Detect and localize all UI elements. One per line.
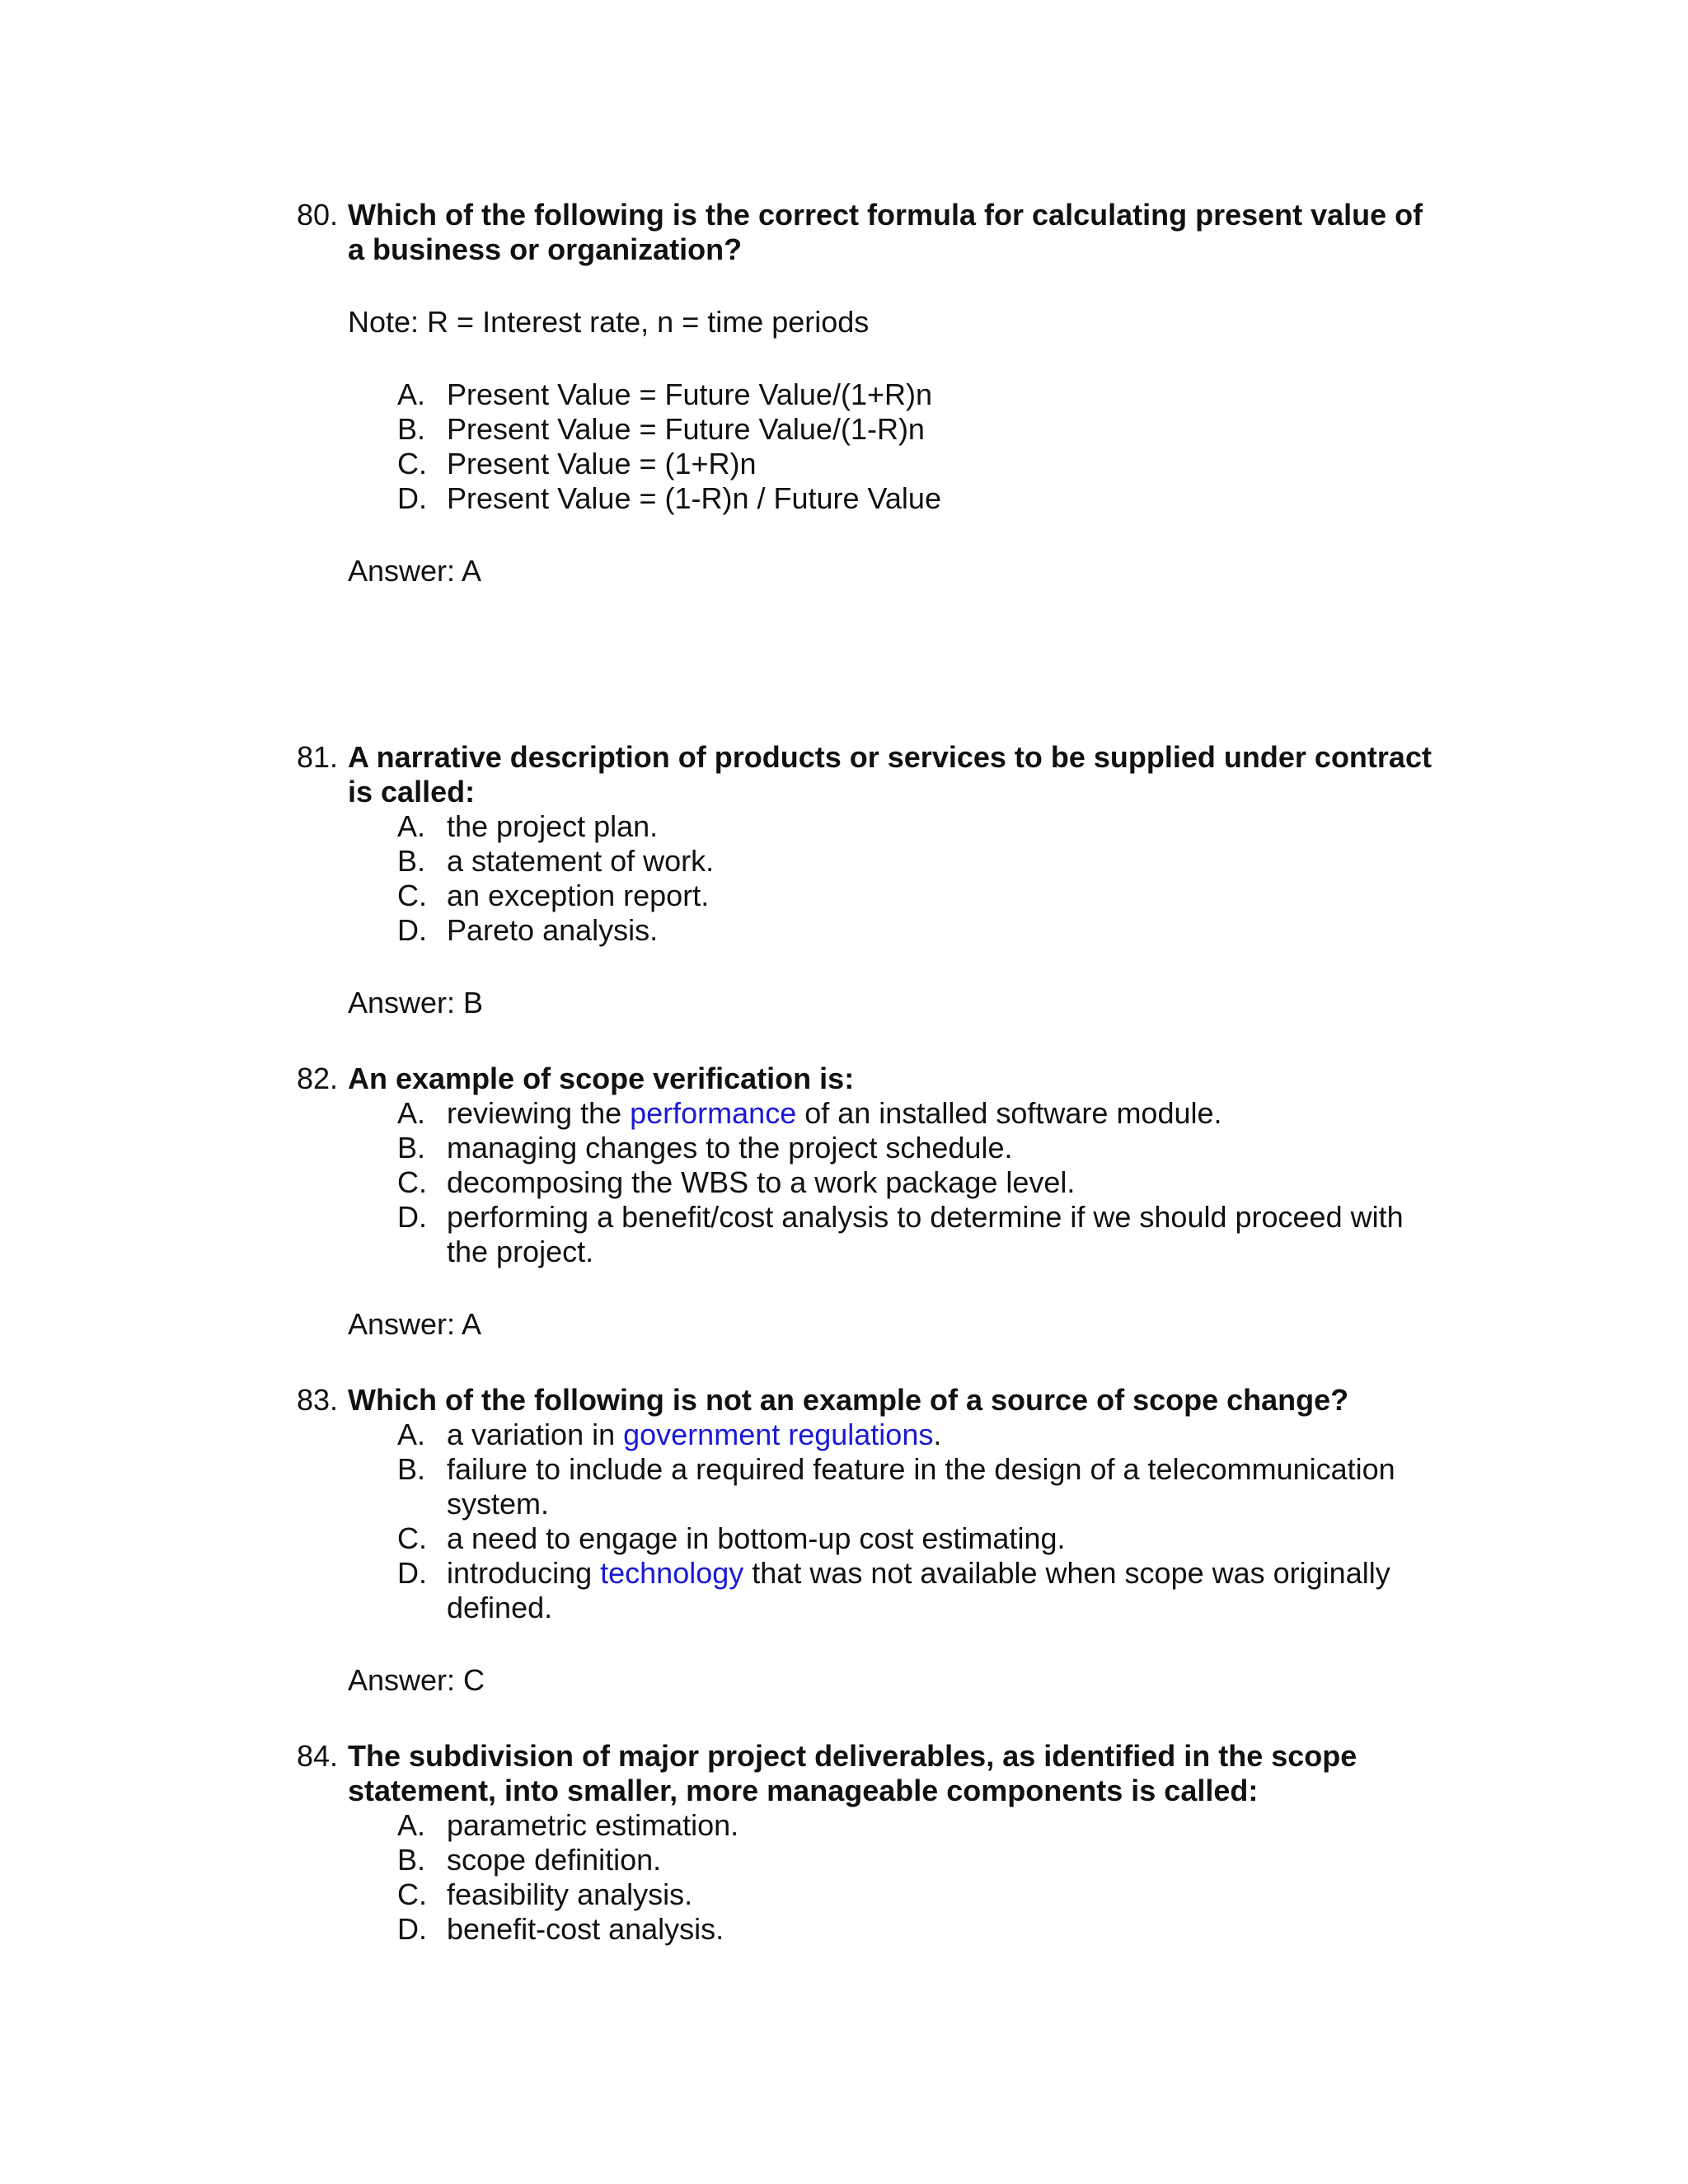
question-header [297,740,1434,809]
option-c [397,1165,1434,1200]
answer-line: Answer: A [348,554,482,588]
question-83 [297,1383,1434,1698]
answer-line: Answer: B [348,986,484,1019]
option-text [447,1556,1434,1625]
option-d [397,913,1434,948]
option-letter: D. [397,1556,427,1590]
question-header [297,1383,1434,1418]
option-b [397,1452,1434,1521]
option-d [397,1200,1434,1269]
option-letter: B. [397,844,426,878]
question-number: 83. [297,1383,339,1417]
option-letter: C. [397,1165,427,1199]
option-text: the project plan. [447,809,659,843]
question-number: 80. [297,198,339,232]
question-note: Note: R = Interest rate, n = time periods [348,305,870,339]
option-text: feasibility analysis. [447,1877,693,1911]
option-d [397,1912,1434,1947]
option-a [397,377,1434,412]
answer-line: Answer: A [348,1307,482,1341]
option-letter: C. [397,1521,427,1555]
option-text: a statement of work. [447,844,715,878]
option-letter: A. [397,377,426,411]
option-a [397,1096,1434,1131]
question-84 [297,1739,1434,1947]
option-a [397,809,1434,844]
options-list [397,1418,1434,1625]
question-text: Which of the following is the correct formula for calculating present value of a business or organization? [348,198,1423,266]
option-letter: B. [397,412,426,446]
option-text: Present Value = Future Value/(1+R)n [447,377,932,411]
option-letter: D. [397,1200,427,1234]
option-b [397,844,1434,879]
option-letter: A. [397,1418,426,1451]
option-letter: C. [397,447,427,480]
answer-line: Answer: C [348,1663,485,1697]
question-number: 82. [297,1062,339,1095]
option-text: Present Value = (1-R)n / Future Value [447,481,941,515]
option-text: managing changes to the project schedule. [447,1131,1013,1165]
option-b [397,1131,1434,1165]
question-number: 84. [297,1739,339,1773]
option-text-pre: introducing [447,1556,601,1590]
option-c [397,1877,1434,1912]
option-text-pre: reviewing the [447,1096,631,1130]
option-letter: C. [397,1877,427,1911]
question-81 [297,740,1434,1020]
option-text: performing a benefit/cost analysis to determine if we should proceed with the project. [447,1200,1404,1268]
option-letter: A. [397,1808,426,1842]
government-regulations-link[interactable]: government regulations [623,1418,934,1451]
option-letter: B. [397,1452,426,1486]
option-text: Present Value = (1+R)n [447,447,757,480]
options-list [397,1808,1434,1947]
question-header [297,1739,1434,1808]
option-text-pre: a variation in [447,1418,624,1451]
option-text-post: of an installed software module. [796,1096,1222,1130]
option-c [397,879,1434,913]
option-text-post: . [933,1418,942,1451]
question-82 [297,1062,1434,1342]
option-d [397,1556,1434,1625]
question-text: A narrative description of products or services to be supplied under contract is called: [348,740,1432,808]
performance-link[interactable]: performance [630,1096,797,1130]
question-80 [297,198,1434,588]
option-text: Pareto analysis. [447,913,659,947]
question-number: 81. [297,740,339,774]
question-text: Which of the following is not an example of a source of scope change? [348,1383,1349,1417]
option-a [397,1418,1434,1452]
option-letter: A. [397,809,426,843]
option-letter: D. [397,1912,427,1946]
option-letter: C. [397,879,427,912]
options-list [397,1096,1434,1269]
option-a [397,1808,1434,1843]
options-list [397,809,1434,948]
option-b [397,412,1434,447]
option-text: decomposing the WBS to a work package level. [447,1165,1076,1199]
technology-link[interactable]: technology [600,1556,744,1590]
question-text: The subdivision of major project deliverables, as identified in the scope statement, into smaller, more manageable components is called: [348,1739,1357,1807]
option-text-post: that was not available when scope was originally defined. [447,1556,1390,1624]
option-c [397,1521,1434,1556]
option-text: a need to engage in bottom-up cost estimating. [447,1521,1066,1555]
option-text [447,1096,1434,1131]
option-letter: D. [397,913,427,947]
option-text: failure to include a required feature in the design of a telecommunication system. [447,1452,1395,1521]
option-text [447,1418,1434,1452]
option-text: benefit-cost analysis. [447,1912,724,1946]
option-letter: A. [397,1096,426,1130]
option-letter: B. [397,1843,426,1877]
option-d [397,481,1434,516]
option-letter: B. [397,1131,426,1165]
question-header [297,1062,1434,1096]
option-c [397,447,1434,481]
question-header [297,198,1434,267]
option-text: scope definition. [447,1843,662,1877]
question-text: An example of scope verification is: [348,1062,855,1095]
options-list [397,377,1434,516]
option-text: Present Value = Future Value/(1-R)n [447,412,925,446]
option-text: an exception report. [447,879,710,912]
option-text: parametric estimation. [447,1808,739,1842]
option-letter: D. [397,481,427,515]
option-b [397,1843,1434,1877]
